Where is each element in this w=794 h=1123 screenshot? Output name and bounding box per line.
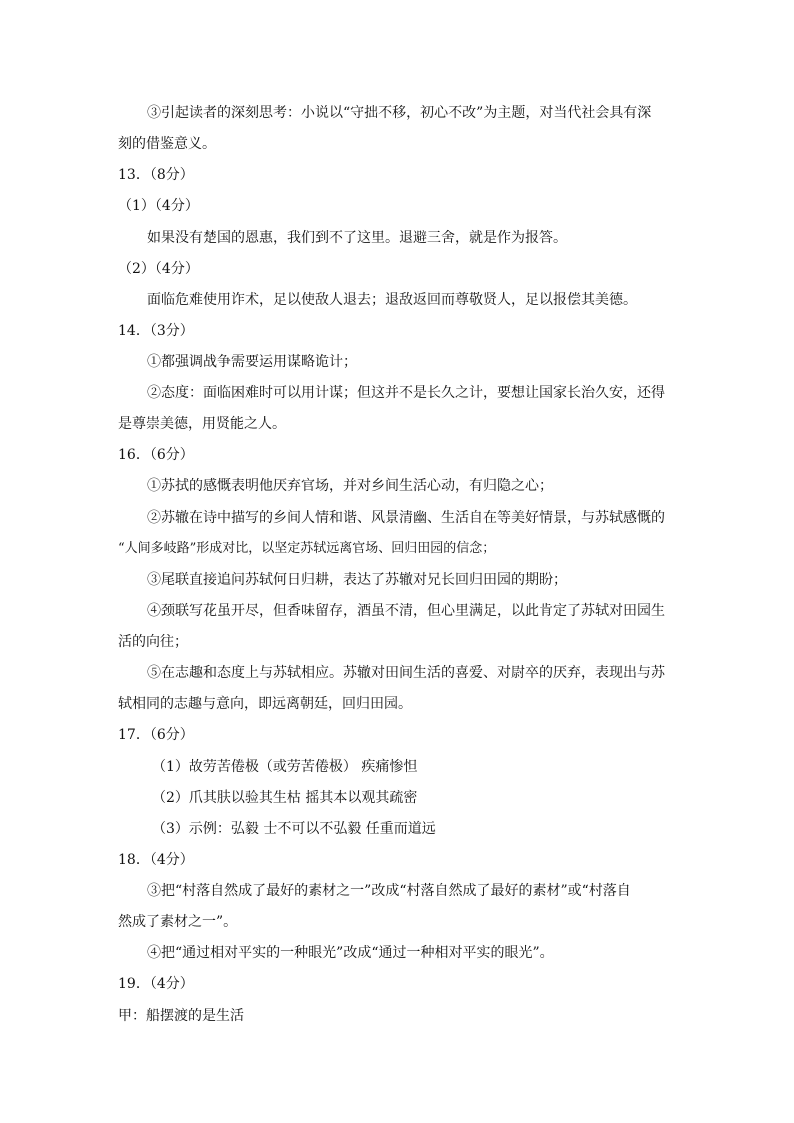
answer-line: 轼相同的志趣与意向，即远离朝廷，回归田园。 [118, 696, 412, 712]
answer-line: 甲：船摆渡的是生活 [118, 1008, 244, 1024]
question-heading: 13．（8分） [118, 167, 194, 183]
sub-question-heading: （2）（4分） [118, 261, 199, 277]
answer-line: ③尾联直接追问苏轼何日归耕，表达了苏辙对兄长回归田园的期盼； [147, 572, 567, 588]
answer-line: 面临危难使用诈术，足以使敌人退去；退敌返回而尊敬贤人，足以报偿其美德。 [147, 292, 637, 308]
answer-line: ①都强调战争需要运用谋略诡计； [147, 354, 357, 370]
answer-line: ②苏辙在诗中描写的乡间人情和谐、风景清幽、生活自在等美好情景，与苏轼感慨的 [147, 510, 665, 526]
answer-line: ④把“通过相对平实的一种眼光”改成“通过一种相对平实的眼光”。 [147, 945, 554, 961]
question-heading: 19．（4分） [118, 976, 194, 992]
answer-line: （1）故劳苦倦极（或劳苦倦极） 疾痛惨怛 [152, 759, 418, 775]
answer-line: 刻的借鉴意义。 [118, 136, 216, 152]
answer-line: “人间多岐路”形成对比，以坚定苏轼远离官场、回归田园的信念； [118, 541, 496, 556]
answer-line: （2）爪其肤以验其生枯 摇其本以观其疏密 [152, 790, 418, 806]
answer-line: ⑤在志趣和态度上与苏轼相应。苏辙对田间生活的喜爱、对尉卒的厌弃，表现出与苏 [147, 665, 665, 681]
answer-line: 如果没有楚国的恩惠，我们到不了这里。退避三舍，就是作为报答。 [147, 230, 567, 246]
question-heading: 16．（6分） [118, 447, 194, 463]
answer-line: 活的向往； [118, 634, 188, 650]
question-heading: 14．（3分） [118, 323, 194, 339]
answer-line: ③引起读者的深刻思考：小说以“守拙不移，初心不改”为主题，对当代社会具有深 [147, 105, 652, 121]
answer-line: ②态度：面临困难时可以用计谋；但这并不是长久之计，要想让国家长治久安，还得 [147, 385, 665, 401]
answer-line: ④颈联写花虽开尽，但香味留存，酒虽不清，但心里满足，以此肯定了苏轼对田园生 [147, 603, 665, 619]
answer-line: ①苏拭的感慨表明他厌弃官场，并对乡间生活心动，有归隐之心； [147, 478, 553, 494]
answer-line: 然成了素材之一”。 [118, 914, 238, 930]
question-heading: 18．（4分） [118, 852, 194, 868]
answer-line: （3）示例：弘毅 士不可以不弘毅 任重而道远 [152, 821, 436, 837]
answer-line: 是尊崇美德，用贤能之人。 [118, 416, 286, 432]
answer-line: ③把“村落自然成了最好的素材之一”改成“村落自然成了最好的素材”或“村落自 [147, 883, 631, 899]
question-heading: 17．（6分） [118, 727, 194, 743]
sub-question-heading: （1）（4分） [118, 198, 199, 214]
